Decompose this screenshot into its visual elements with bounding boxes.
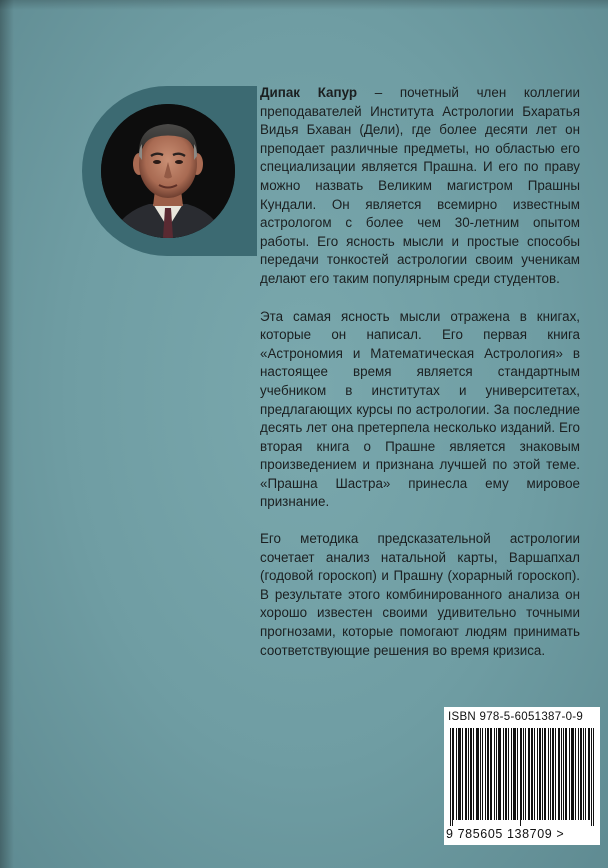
author-portrait (101, 104, 235, 238)
barcode-icon (450, 728, 594, 826)
isbn-label: ISBN 978-5-6051387-0-9 (448, 711, 584, 723)
bio-paragraph-1-text: – почетный член коллегии преподавателей Института Астрологии Бхаратья Видья Бхаван (Дели), где более десяти лет он преподает различные предметы, но областью его специализации является Прашна. И его по праву можно назвать Великим магистром Прашны Кундали. Он является всемирно известным астрологом с более чем 30-летним опытом работы. Его ясность мысли и простые способы передачи тонкостей астрологии своим ученикам делают его таким популярным среди студентов. (260, 85, 580, 286)
bio-paragraph-3: Его методика предсказательной астрологии сочетает анализ натальной карты, Варшапхал (годовой гороскоп) и Прашну (хорарный гороскоп). В результате этого комбинированного анализа он хорошо известен своими удивительно точными прогнозами, которые помогают людям принимать соответствующие решения во время кризиса. (260, 531, 580, 658)
bio-paragraph-1 (260, 84, 580, 289)
author-name: Дипак Капур (260, 85, 358, 100)
top-edge-shadow (0, 0, 608, 10)
isbn-digits: 9 785605 138709 > (446, 827, 565, 841)
bio-paragraph-2: Эта самая ясность мысли отражена в книгах, которые он написал. Его первая книга «Астрономия и Математическая Астрология» в настоящее время является стандартным учебником в институтах и университетах, предлагающих курсы по астрологии. За последние десять лет она претерпела несколько изданий. Его вторая книга о Прашне является знаковым произведением и признана лучшей по этой теме. «Прашна Шастра» принесла ему мировое признание. (260, 308, 580, 510)
isbn-barcode (444, 707, 600, 845)
spine-shadow (0, 0, 14, 868)
author-biography (260, 84, 580, 678)
